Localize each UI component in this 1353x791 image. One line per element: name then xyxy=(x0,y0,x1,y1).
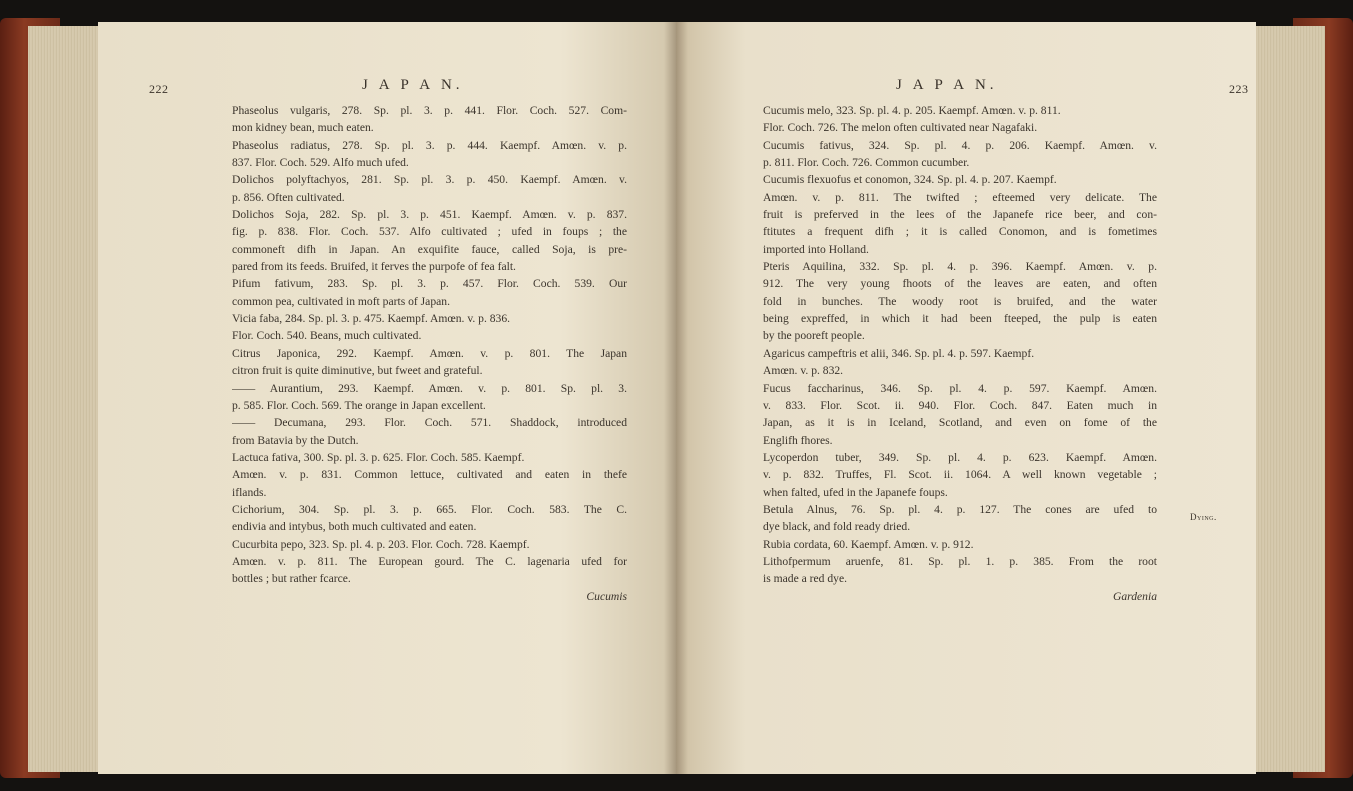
text-line: 912. The very young fhoots of the leaves are eaten, and often xyxy=(763,277,1157,291)
catchword: Gardenia xyxy=(1112,589,1157,603)
text-line: Pifum fativum, 283. Sp. pl. 3. p. 457. Flor. Coch. 539. Our xyxy=(232,277,627,291)
text-line: ftitutes a frequent difh ; it is called Conomon, and is fometimes xyxy=(763,225,1157,239)
text-line: Amœn. v. p. 811. The European gourd. The C. lagenaria ufed for xyxy=(232,554,627,568)
page-edges-right xyxy=(1251,26,1325,772)
text-line: p. 811. Flor. Coch. 726. Common cucumber. xyxy=(763,156,970,170)
text-line: dye black, and fold ready dried. xyxy=(763,520,911,534)
text-line: Betula Alnus, 76. Sp. pl. 4. p. 127. The cones are ufed to xyxy=(763,502,1157,516)
text-line: Lycoperdon tuber, 349. Sp. pl. 4. p. 623. Kaempf. Amœn. xyxy=(763,450,1157,464)
text-line: fold in bunches. The woody root is bruifed, and the water xyxy=(763,294,1157,308)
text-line: commoneft difh in Japan. An exquifite fauce, called Soja, is pre- xyxy=(232,242,627,256)
text-line: p. 856. Often cultivated. xyxy=(232,190,345,204)
text-line: Amœn. v. p. 831. Common lettuce, cultivated and eaten in thefe xyxy=(232,468,627,482)
text-line: —— Decumana, 293. Flor. Coch. 571. Shaddock, introduced xyxy=(232,416,627,430)
text-line: Cucumis flexuofus et conomon, 324. Sp. pl. 4. p. 207. Kaempf. xyxy=(763,173,1057,187)
text-line: common pea, cultivated in moft parts of Japan. xyxy=(232,294,450,308)
text-line: fig. p. 838. Flor. Coch. 537. Alfo cultivated ; ufed in foups ; the xyxy=(232,225,627,239)
text-line: imported into Holland. xyxy=(763,242,869,256)
text-line: Phaseolus radiatus, 278. Sp. pl. 3. p. 444. Kaempf. Amœn. v. p. xyxy=(232,138,627,152)
text-line: pared from its feeds. Bruifed, it ferves the purpofe of fea falt. xyxy=(232,260,516,274)
catchword: Cucumis xyxy=(586,589,627,603)
text-line: Lactuca fativa, 300. Sp. pl. 3. p. 625. Flor. Coch. 585. Kaempf. xyxy=(232,450,525,464)
right-running-head: J A P A N. xyxy=(896,77,998,93)
text-line: Lithofpermum aruenfe, 81. Sp. pl. 1. p. 385. From the root xyxy=(763,554,1157,568)
right-page-text xyxy=(763,102,1157,605)
text-line: Rubia cordata, 60. Kaempf. Amœn. v. p. 912. xyxy=(763,537,974,551)
text-line: Englifh fhores. xyxy=(763,433,833,447)
right-page-number: 223 xyxy=(1229,82,1249,96)
text-line: fruit is preferved in the lees of the Japanefe rice beer, and con- xyxy=(763,208,1157,222)
text-line: by the pooreft people. xyxy=(763,329,865,343)
text-line: Amœn. v. p. 811. The twifted ; efteemed very delicate. The xyxy=(763,190,1157,204)
text-line: mon kidney bean, much eaten. xyxy=(232,121,374,135)
text-line: Pteris Aquilina, 332. Sp. pl. 4. p. 396. Kaempf. Amœn. v. p. xyxy=(763,260,1157,274)
text-line: Cucurbita pepo, 323. Sp. pl. 4. p. 203. Flor. Coch. 728. Kaempf. xyxy=(232,537,530,551)
left-page-number: 222 xyxy=(149,82,169,96)
left-page-text xyxy=(232,102,627,605)
page-edges-left xyxy=(28,26,102,772)
text-line: iflands. xyxy=(232,485,267,499)
text-line: Japan, as it is in Iceland, Scotland, and even on fome of the xyxy=(763,416,1157,430)
text-line: Vicia faba, 284. Sp. pl. 3. p. 475. Kaempf. Amœn. v. p. 836. xyxy=(232,312,511,326)
book-gutter xyxy=(664,22,688,774)
text-line: v. 833. Flor. Scot. ii. 940. Flor. Coch. 847. Eaten much in xyxy=(763,398,1157,412)
text-line: Flor. Coch. 540. Beans, much cultivated. xyxy=(232,329,422,343)
text-line: 837. Flor. Coch. 529. Alfo much ufed. xyxy=(232,156,409,170)
text-line: Flor. Coch. 726. The melon often cultivated near Nagafaki. xyxy=(763,121,1038,135)
text-line: Cucumis melo, 323. Sp. pl. 4. p. 205. Kaempf. Amœn. v. p. 811. xyxy=(763,104,1061,117)
text-line: Dolichos Soja, 282. Sp. pl. 3. p. 451. Kaempf. Amœn. v. p. 837. xyxy=(232,208,627,222)
text-line: from Batavia by the Dutch. xyxy=(232,433,359,447)
text-line: Citrus Japonica, 292. Kaempf. Amœn. v. p. 801. The Japan xyxy=(232,346,627,360)
text-line: bottles ; but rather fcarce. xyxy=(232,572,351,586)
text-line: Phaseolus vulgaris, 278. Sp. pl. 3. p. 441. Flor. Coch. 527. Com- xyxy=(232,104,627,117)
margin-note-dying: Dying. xyxy=(1190,512,1217,522)
text-line: p. 585. Flor. Coch. 569. The orange in Japan excellent. xyxy=(232,398,486,412)
text-line: citron fruit is quite diminutive, but fweet and grateful. xyxy=(232,364,483,378)
text-line: Agaricus campeftris et alii, 346. Sp. pl. 4. p. 597. Kaempf. xyxy=(763,346,1035,360)
text-line: —— Aurantium, 293. Kaempf. Amœn. v. p. 801. Sp. pl. 3. xyxy=(232,381,627,395)
text-line: being expreffed, in which it had been fteeped, the pulp is eaten xyxy=(763,312,1157,326)
text-line: endivia and intybus, both much cultivated and eaten. xyxy=(232,520,477,534)
text-line: is made a red dye. xyxy=(763,572,848,586)
text-line: Fucus faccharinus, 346. Sp. pl. 4. p. 597. Kaempf. Amœn. xyxy=(763,381,1157,395)
text-line: Amœn. v. p. 832. xyxy=(763,364,844,378)
text-line: v. p. 832. Truffes, Fl. Scot. ii. 1064. A well known vegetable ; xyxy=(763,468,1157,482)
text-line: Dolichos polyftachyos, 281. Sp. pl. 3. p. 450. Kaempf. Amœn. v. xyxy=(232,173,627,187)
text-line: Cucumis fativus, 324. Sp. pl. 4. p. 206. Kaempf. Amœn. v. xyxy=(763,138,1157,152)
left-running-head: J A P A N. xyxy=(362,77,464,93)
text-line: Cichorium, 304. Sp. pl. 3. p. 665. Flor. Coch. 583. The C. xyxy=(232,502,627,516)
text-line: when falted, ufed in the Japanefe foups. xyxy=(763,485,948,499)
